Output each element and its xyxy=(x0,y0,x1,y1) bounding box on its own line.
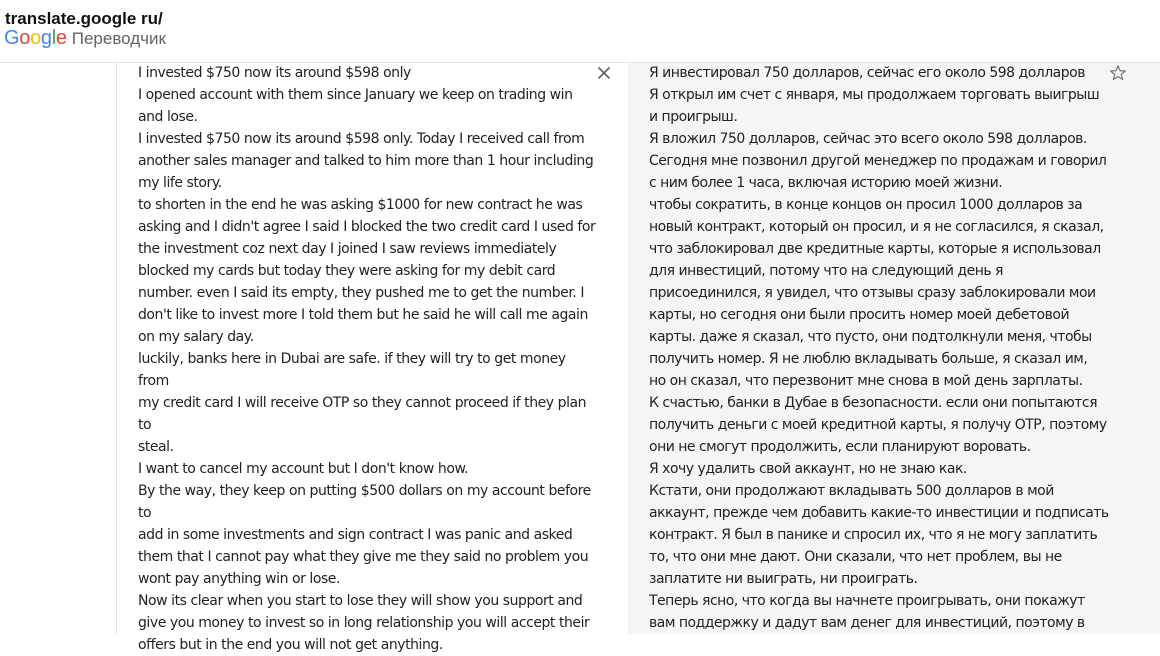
source-textarea[interactable]: I invested $750 now its around $598 only I opened account with them since January we keep on trading win and lose. I invested $750 now its around $598 only. Today I received call from another sales manager and talked to him more than 1 hour including my life story. to shorten in the end he was asking $1000 for new contract he was asking and I didn't agree I said I blocked the two credit card I used for the investment coz next day I joined I saw reviews immediately blocked my cards but today they were asking for my debit card number. even I said its empty, they pushed me to get the number. I don't like to invest more I told them but he said he will call me again on my salary day. luckily, banks here in Dubai are safe. if they will try to get money from my credit card I will receive OTP so they cannot proceed if they plan to steal. I want to cancel my account but I don't know how. By the way, they keep on putting $500 dollars on my account before to add in some investments and sign contract I was panic and asked them that I cannot pay what they give me they said no problem you wont pay anything win or lose. Now its clear when you start to lose they will show you support and give you money to invest so in long relationship you will accept their offers but in the end you will not get anything. xyxy=(138,65,596,653)
header-bar xyxy=(0,0,1160,62)
clear-source-button[interactable] xyxy=(596,65,612,81)
logo-letter: l xyxy=(51,27,56,49)
left-gutter xyxy=(0,63,116,634)
close-icon xyxy=(596,65,612,81)
star-icon xyxy=(1109,64,1127,82)
google-logo xyxy=(4,27,67,50)
save-translation-button[interactable] xyxy=(1109,64,1127,82)
logo-letter: e xyxy=(55,27,67,49)
translation-area xyxy=(0,63,1160,653)
target-panel xyxy=(628,63,1160,634)
source-panel xyxy=(116,63,628,653)
logo-letter: G xyxy=(4,27,20,49)
google-translate-logo[interactable] xyxy=(4,27,166,49)
logo-letter: o xyxy=(19,27,31,49)
url-caption: translate.google ru/ xyxy=(5,9,163,28)
product-name: Переводчик xyxy=(71,29,166,48)
logo-letter: o xyxy=(30,27,41,49)
translation-output: Я инвестировал 750 долларов, сейчас его около 598 долларов Я открыл им счет с января, мы продолжаем торговать выигрыш и проигрыш. Я вложил 750 долларов, сейчас это всего около 598 долларов. Сегодня мне позвонил другой менеджер по продажам и говорил с ним более 1 часа, включая историю моей жизни. чтобы сократить, в конце концов он просил 1000 долларов за новый контракт, который он просил, и я не согласился, я сказал, что заблокировал две кредитные карты, которые я использовал для инвестиций, потому что на следующий день я присоединился, я увидел, что отзывы сразу заблокировали мои карты, но сегодня они были просить номер моей дебетовой карты. даже я сказал, что пусто, они подтолкнули меня, чтобы получить номер. Я не люблю вкладывать больше, я сказал им, но он сказал, что перезвонит мне снова в мой день зарплаты. К счастью, банки в Дубае в безопасности. если они попытаются получить деньги с моей кредитной карты, я получу OTP, поэтому они не смогут продолжить, если планируют воровать. Я хочу удалить свой аккаунт, но не знаю как. Кстати, они продолжают вкладывать 500 долларов в мой аккаунт, прежде чем добавить какие-то инвестиции и подписать контракт. Я был в панике и спросил их, что я не могу заплатить то, что они мне дают. Они сказали, что нет проблем, вы не заплатите ни выиграть, ни проиграть. Теперь ясно, что когда вы начнете проигрывать, они покажут вам поддержку и дадут вам денег для инвестиций, поэтому в xyxy=(649,65,1109,631)
logo-letter: g xyxy=(40,27,52,49)
